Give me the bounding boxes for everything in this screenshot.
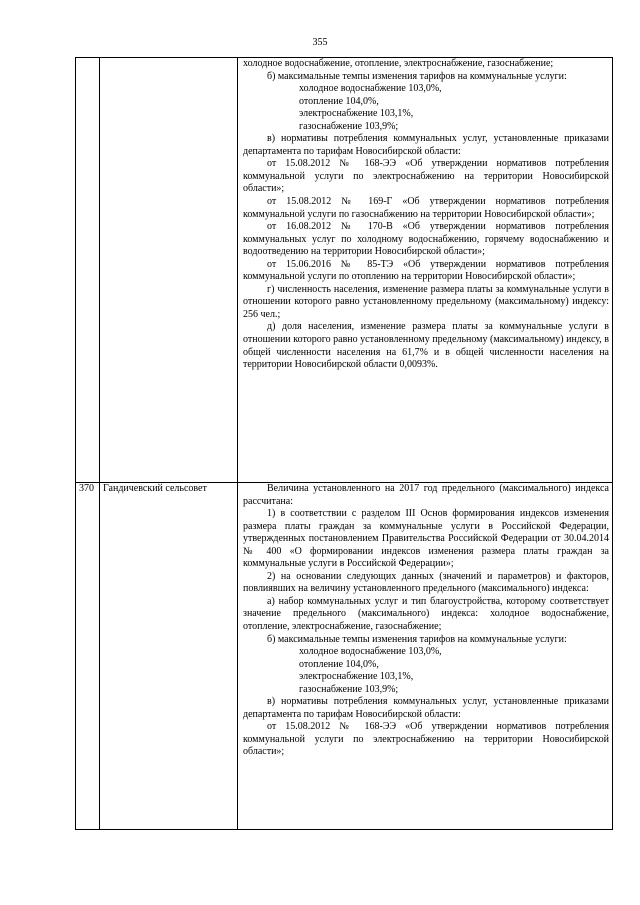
- row-number-cell: 370: [76, 483, 100, 830]
- paragraph: в) нормативы потребления коммунальных услуг, установленные приказами департамента по тарифам Новосибирской области:: [243, 133, 609, 157]
- paragraph: в) нормативы потребления коммунальных услуг, установленные приказами департамента по тарифам Новосибирской области:: [243, 696, 609, 720]
- paragraph: а) набор коммунальных услуг и тип благоустройства, которому соответствует значение предельного (максимального) индекса: холодное водоснабжение, отопление, электроснабжение, газоснабжение;: [243, 595, 609, 633]
- row-number-cell: [76, 58, 100, 483]
- paragraph: д) доля населения, изменение размера платы за коммунальные услуги в отношении которого равно установленному предельному (максимальному) индексу, в общей численности населения на 61,7% и в общей численности населения на территории Новосибирской области 0,0093%.: [243, 321, 609, 371]
- municipal-index-table: [75, 57, 613, 830]
- paragraph: Величина установленного на 2017 год предельного (максимального) индекса рассчитана:: [243, 483, 609, 507]
- paragraph: б) максимальные темпы изменения тарифов на коммунальные услуги:: [267, 70, 567, 82]
- tariff-rate-line: электроснабжение 103,1%,: [299, 671, 414, 683]
- table-row: [76, 483, 613, 830]
- municipality-name-cell: Гандичевский сельсовет: [100, 483, 238, 830]
- paragraph: от 15.08.2012 № 168-ЭЭ «Об утверждении нормативов потребления коммунальной услуги по электроснабжению на территории Новосибирской области»;: [243, 158, 609, 195]
- calculation-description-cell: [238, 483, 613, 830]
- paragraph: б) максимальные темпы изменения тарифов на коммунальные услуги:: [267, 633, 567, 645]
- municipality-name-cell: [100, 58, 238, 483]
- tariff-rate-line: отопление 104,0%,: [299, 95, 379, 107]
- tariff-rate-line: отопление 104,0%,: [299, 658, 379, 670]
- paragraph: от 15.06.2016 № 85-ТЭ «Об утверждении нормативов потребления коммунальной услуги по отоплению на территории Новосибирской области»;: [243, 258, 609, 283]
- paragraph: 1) в соответствии с разделом III Основ формирования индексов изменения размера платы граждан за коммунальные услуги в Российской Федерации, утвержденных постановлением Правительства Российской Федерации от 30.04.2014 № 400 «О формировании индексов изменения размера платы граждан за коммунальные услуги в Российской Федерации»;: [243, 508, 609, 570]
- paragraph: от 16.08.2012 № 170-В «Об утверждении нормативов потребления коммунальных услуг по холодному водоснабжению, горячему водоснабжению и водоотведению на территории Новосибирской области»;: [243, 221, 609, 258]
- tariff-rate-line: холодное водоснабжение 103,0%,: [299, 646, 442, 658]
- paragraph: 2) на основании следующих данных (значений и параметров) и факторов, повлиявших на величину установленного предельного (максимального) индекса:: [243, 570, 609, 595]
- tariff-rate-line: газоснабжение 103,9%;: [299, 120, 399, 132]
- calculation-description-cell: [238, 58, 613, 483]
- tariff-rate-line: холодное водоснабжение 103,0%,: [299, 83, 442, 95]
- paragraph: от 15.08.2012 № 168-ЭЭ «Об утверждении нормативов потребления коммунальной услуги по электроснабжению на территории Новосибирской области»;: [243, 721, 609, 758]
- tariff-rate-line: электроснабжение 103,1%,: [299, 108, 414, 120]
- paragraph: г) численность населения, изменение размера платы за коммунальные услуги в отношении которого равно установленному предельному (максимальному) индексу: 256 чел.;: [243, 283, 609, 320]
- table-row: [76, 58, 613, 483]
- tariff-rate-line: газоснабжение 103,9%;: [299, 683, 399, 695]
- paragraph: холодное водоснабжение, отопление, электроснабжение, газоснабжение;: [243, 58, 554, 69]
- page-number: 355: [312, 37, 328, 48]
- paragraph: от 15.08.2012 № 169-Г «Об утверждении нормативов потребления коммунальной услуги по газоснабжению на территории Новосибирской области»;: [243, 196, 609, 220]
